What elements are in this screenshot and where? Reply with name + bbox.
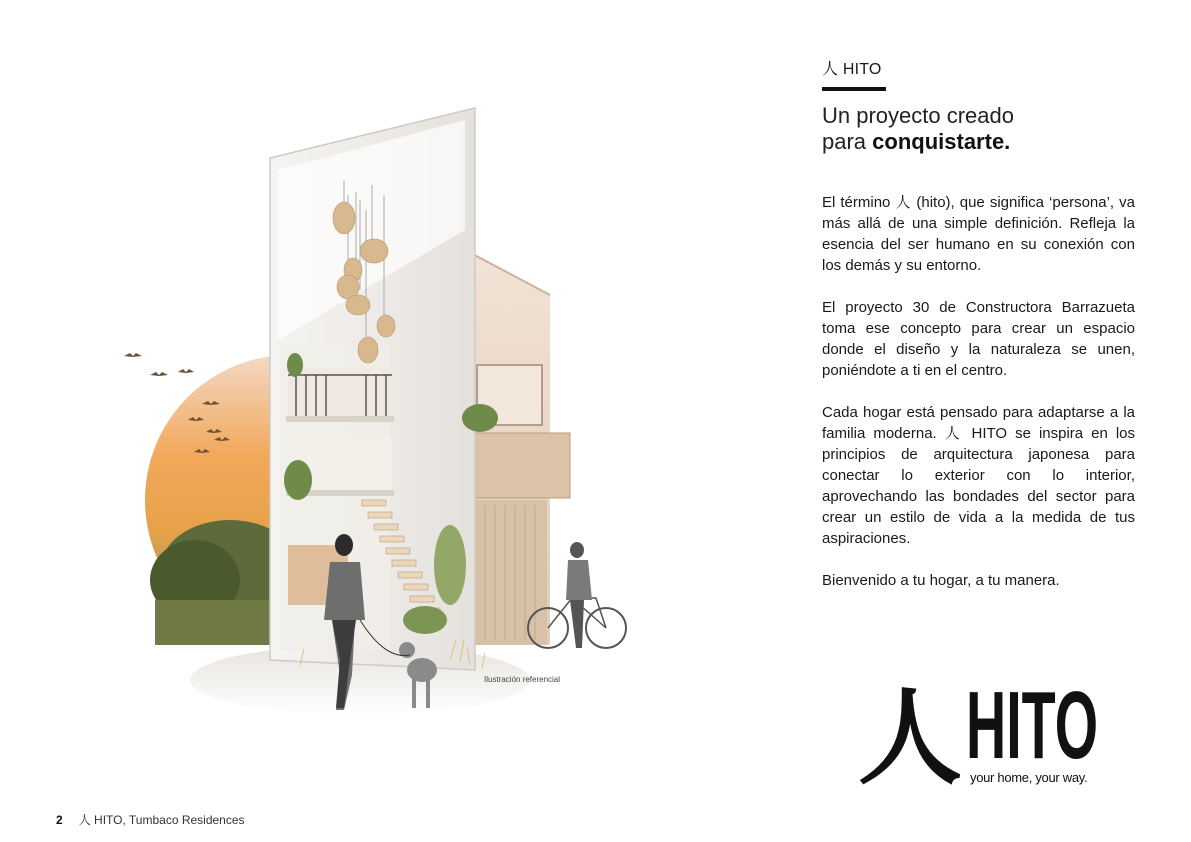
headline-prefix: para [822, 129, 873, 154]
paragraph-2: El proyecto 30 de Constructora Barrazueta toma ese concepto para crear un espacio donde el diseño y la naturaleza se unen, poniéndote a ti en el centro. [822, 299, 1135, 379]
paragraph-4: Bienvenido a tu hogar, a tu manera. [822, 572, 1060, 589]
page-number: 2 [56, 813, 63, 827]
illustration-caption: Ilustración referencial [484, 675, 561, 684]
paragraph-3: Cada hogar está pensado para adaptarse a la familia moderna. 人 HITO se inspira en los principios de arquitectura japonesa para conectar lo exterior con lo interior, aprovechando las bondades del sector para crear un estilo de vida a la medida de tus aspiraciones. [822, 404, 1135, 547]
paragraph-1: El término 人 (hito), que significa ‘persona’, va más allá de una simple definición. Refleja la esencia del ser humano en su conexión con los demás y su entorno. [822, 194, 1135, 274]
intro-text-block [822, 56, 1135, 612]
page-footer [56, 811, 245, 828]
logo-tagline: your home, your way. [970, 770, 1088, 785]
headline-bold: conquistarte. [872, 129, 1011, 154]
section-kicker: 人 HITO [822, 61, 882, 78]
logo-word: HITO [966, 682, 1098, 779]
headline [822, 103, 1135, 155]
building-illustration [110, 100, 640, 740]
logo-glyph: 人 [858, 682, 963, 792]
headline-line1: Un proyecto creado [822, 103, 1014, 128]
footer-text: 人 HITO, Tumbaco Residences [78, 813, 245, 827]
kicker-underline [822, 87, 886, 91]
